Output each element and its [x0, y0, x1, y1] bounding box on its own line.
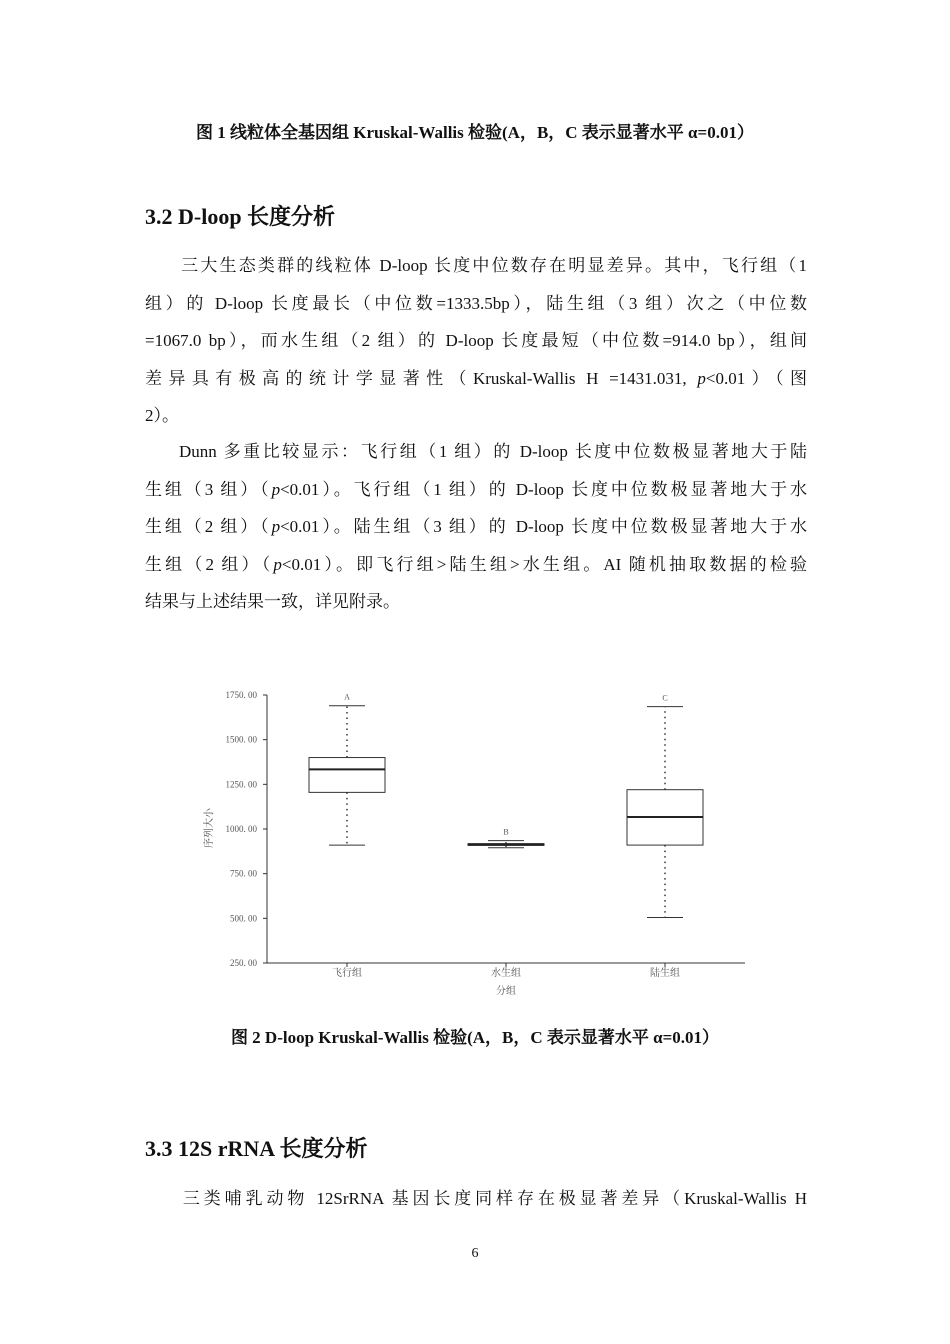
section-3-3-heading: 3.3 12S rRNA 长度分析: [145, 1136, 368, 1161]
box-2: [468, 828, 544, 848]
figure-2-boxplot: [195, 680, 755, 1014]
text-line: =1067.0 bp），而水生组（2 组）的 D-loop 长度最短（中位数=914.0 bp），组间: [145, 331, 807, 350]
y-axis-ticks: [226, 690, 268, 968]
x-axis-ticks: [332, 963, 680, 979]
text-line: 三类哺乳动物 12SrRNA 基因长度同样存在极显著差异（Kruskal-Wallis H: [179, 1189, 807, 1208]
x-tick-label: 飞行组: [332, 968, 362, 979]
text-line: 结果与上述结果一致，详见附录。: [145, 592, 400, 611]
section-3-2-heading: 3.2 D-loop 长度分析: [145, 204, 336, 229]
x-tick-label: 陆生组: [650, 968, 680, 979]
text-line: 差异具有极高的统计学显著性（Kruskal-Wallis H =1431.031, p<0.01）（图: [145, 368, 807, 388]
paragraph-dloop-medians: [145, 247, 807, 435]
y-tick-label: 1250. 00: [225, 779, 257, 790]
y-tick-label: 1500. 00: [225, 734, 257, 745]
x-tick-label: 水生组: [491, 968, 521, 979]
y-tick-label: 1000. 00: [225, 824, 257, 834]
text-line: 生组（2 组）（p<0.01）。陆生组（3 组）的 D-loop 长度中位数极显著地大于水: [145, 517, 808, 536]
text-line: 生组（2 组）（p<0.01）。即飞行组>陆生组>水生组。AI 随机抽取数据的检验: [145, 554, 808, 574]
text-line: 生组（3 组）（p<0.01）。飞行组（1 组）的 D-loop 长度中位数极显著地大于水: [145, 479, 808, 499]
text-line: 三大生态类群的线粒体 D-loop 长度中位数存在明显差异。其中，飞行组（1: [179, 256, 807, 275]
paragraph-dunn-comparison: [145, 433, 807, 621]
box-series: [309, 693, 703, 918]
page-number: 6: [471, 1246, 479, 1261]
text-line: 2）。: [145, 406, 179, 425]
y-tick-label: 1750. 00: [225, 690, 257, 700]
x-axis-label: 分组: [496, 986, 516, 997]
text-line: 组）的 D-loop 长度最长（中位数=1333.5bp），陆生组（3 组）次之（中位数: [145, 293, 807, 313]
figure-1-caption: 图 1 线粒体全基因组 Kruskal-Wallis 检验(A，B，C 表示显著水平 α=0.01）: [195, 123, 754, 142]
significance-letter: C: [662, 693, 668, 703]
paragraph-12s-rrna: [145, 1180, 807, 1218]
box-1: [309, 693, 385, 845]
y-axis-label: 序列大小: [204, 808, 215, 848]
box-3: [627, 694, 703, 918]
boxplot-chart: [195, 680, 755, 1010]
figure-2-caption: 图 2 D-loop Kruskal-Wallis 检验(A，B，C 表示显著水平 α=0.01）: [230, 1028, 720, 1047]
y-tick-label: 500. 00: [230, 913, 257, 924]
significance-letter: B: [503, 827, 509, 837]
iqr-box: [309, 758, 385, 793]
y-tick-label: 750. 00: [230, 868, 257, 879]
text-line: Dunn 多重比较显示：飞行组（1 组）的 D-loop 长度中位数极显著地大于陆: [179, 442, 807, 461]
significance-letter: A: [344, 692, 350, 702]
y-tick-label: 250. 00: [230, 958, 257, 968]
